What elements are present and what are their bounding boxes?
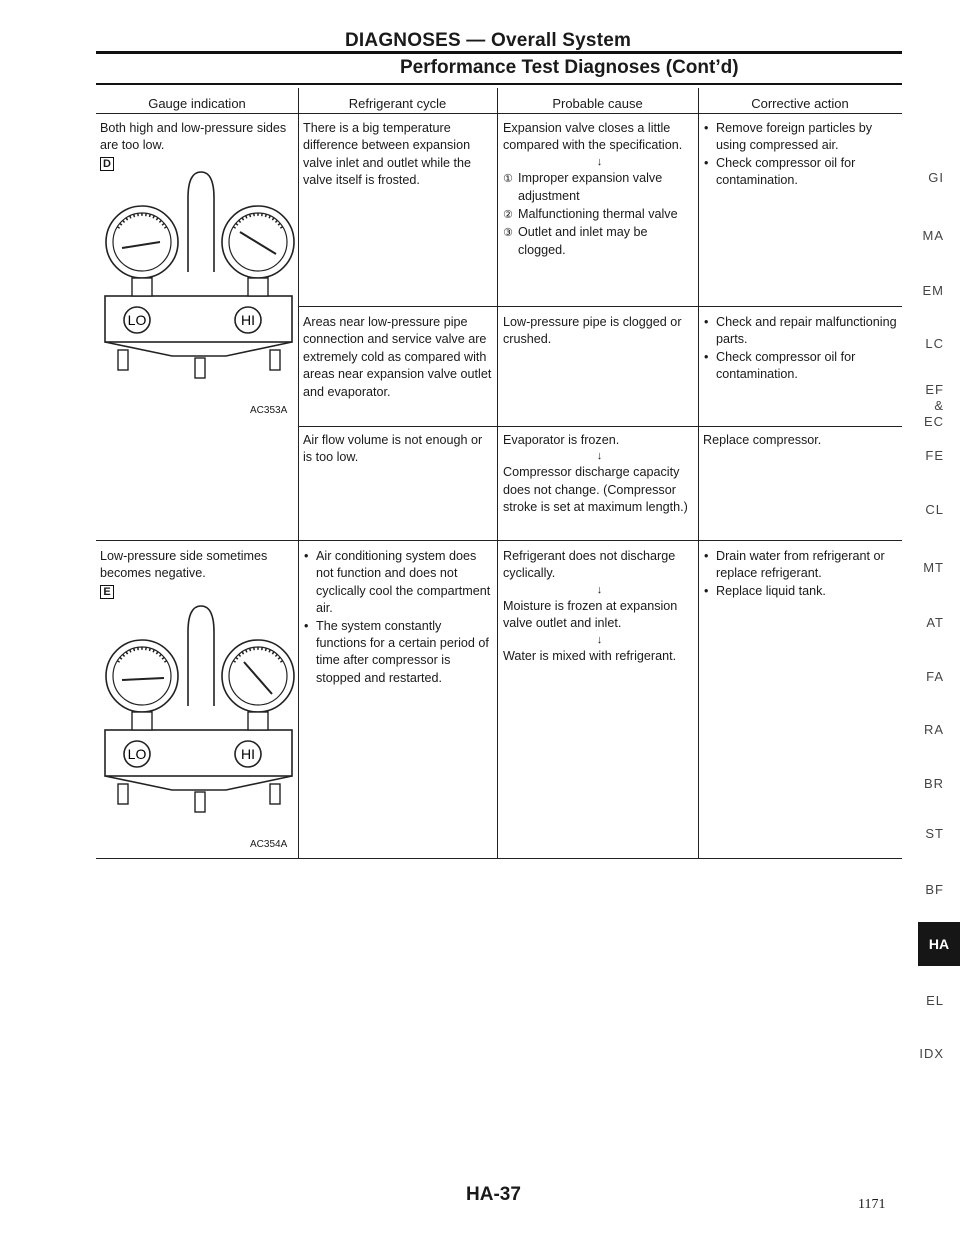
- title-rule: [96, 51, 902, 54]
- col-divider-2: [497, 88, 498, 858]
- table-bottom: [96, 858, 902, 859]
- sidebar-item-fe[interactable]: FE: [925, 448, 944, 463]
- low-pressure-gauge-icon: [106, 206, 178, 296]
- high-pressure-gauge-icon: [222, 206, 294, 296]
- action-e: • Drain water from refrigerant or replace refrigerant. • Replace liquid tank.: [703, 548, 898, 600]
- cause-d3: Evaporator is frozen. ↓ Compressor discharge capacity does not change. (Compressor stroke is set at maximum length.): [503, 433, 688, 515]
- low-pressure-gauge-icon: [106, 640, 178, 730]
- cycle-d3: Air flow volume is not enough or is too low.: [303, 433, 483, 465]
- row-divider: [96, 540, 902, 541]
- sidebar-item-ha-active[interactable]: HA: [918, 922, 960, 966]
- gauge-text-e: Low-pressure side sometimes becomes negative. E: [100, 549, 268, 598]
- sidebar-item-gi[interactable]: GI: [928, 170, 944, 185]
- code-box-d: D: [100, 157, 114, 171]
- cause-e: Refrigerant does not discharge cyclically. ↓ Moisture is frozen at expansion valve outlet and inlet. ↓ Water is mixed with refrigerant.: [503, 549, 678, 663]
- lo-knob-icon: [124, 741, 150, 767]
- sidebar-item-at[interactable]: AT: [926, 615, 944, 630]
- high-pressure-gauge-icon: [222, 640, 294, 730]
- action-d1: • Remove foreign particles by using compressed air. • Check compressor oil for contamination.: [703, 120, 898, 190]
- col-header-cycle: Refrigerant cycle: [348, 96, 447, 111]
- cycle-d2: Areas near low-pressure pipe connection and service valve are extremely cold as compared with areas near expansion valve outlet and evaporator.: [303, 315, 492, 399]
- sidebar-item-bf[interactable]: BF: [925, 882, 944, 897]
- sidebar-item-idx[interactable]: IDX: [919, 1046, 944, 1061]
- lo-knob-icon: [124, 307, 150, 333]
- header-divider: [96, 113, 902, 114]
- col-divider-3: [698, 88, 699, 858]
- cycle-e: • Air conditioning system does not function and does not cyclically cool the compartment air. • The system constantly functions for a certain period of time after compressor is stopped and restarted.: [303, 548, 495, 687]
- hi-knob-icon: [235, 307, 261, 333]
- subrow-divider-2: [298, 426, 902, 427]
- action-d3: Replace compressor.: [703, 433, 822, 447]
- hi-knob-icon: [235, 741, 261, 767]
- sidebar-item-ra[interactable]: RA: [923, 722, 944, 737]
- col-header-action: Corrective action: [751, 96, 849, 111]
- lo-label: LO: [127, 312, 147, 328]
- sidebar-item-lc[interactable]: LC: [925, 336, 944, 351]
- sidebar-item-em[interactable]: EM: [922, 283, 944, 298]
- page-subtitle: Performance Test Diagnoses (Cont’d): [400, 57, 739, 78]
- figure-id-e: AC354A: [250, 839, 288, 850]
- cause-d2: Low-pressure pipe is clogged or crushed.: [503, 315, 682, 347]
- sidebar-item-br[interactable]: BR: [923, 776, 944, 791]
- gauge-text-d: Both high and low-pressure sides are too low. D: [100, 121, 287, 170]
- gauge-figure-d: [102, 166, 298, 388]
- hi-label: HI: [241, 312, 255, 328]
- lo-label: LO: [127, 746, 147, 762]
- cycle-d1: There is a big temperature difference between expansion valve inlet and outlet while the valve itself is frosted.: [303, 121, 472, 188]
- subrow-divider-1: [298, 306, 902, 307]
- col-header-gauge: Gauge indication: [148, 96, 246, 111]
- figure-id-d: AC353A: [250, 405, 288, 416]
- gauge-figure-e: [102, 600, 298, 822]
- sidebar-item-st[interactable]: ST: [925, 826, 944, 841]
- sidebar-item-fa[interactable]: FA: [926, 669, 944, 684]
- sidebar-item-mt[interactable]: MT: [923, 560, 944, 575]
- section-page-number: HA-37: [466, 1184, 521, 1205]
- subtitle-rule: [96, 83, 902, 85]
- page-title: DIAGNOSES — Overall System: [345, 30, 632, 51]
- sidebar-item-ef-ec[interactable]: EF & EC: [923, 382, 944, 429]
- cause-d1: Expansion valve closes a little compared with the specification. ↓ ① Improper expansion valve adjustment ② Malfunctioning thermal valve ③ Outlet and inlet may be clogged.: [503, 121, 683, 258]
- sidebar-item-ma[interactable]: MA: [922, 228, 944, 243]
- sidebar-item-cl[interactable]: CL: [925, 502, 944, 517]
- page-number: 1171: [858, 1197, 886, 1212]
- action-d2: • Check and repair malfunctioning parts. • Check compressor oil for contamination.: [703, 314, 898, 384]
- hi-label: HI: [241, 746, 255, 762]
- col-header-cause: Probable cause: [552, 96, 643, 111]
- col-divider-1: [298, 88, 299, 858]
- code-box-e: E: [100, 585, 114, 599]
- sidebar-item-el[interactable]: EL: [926, 993, 944, 1008]
